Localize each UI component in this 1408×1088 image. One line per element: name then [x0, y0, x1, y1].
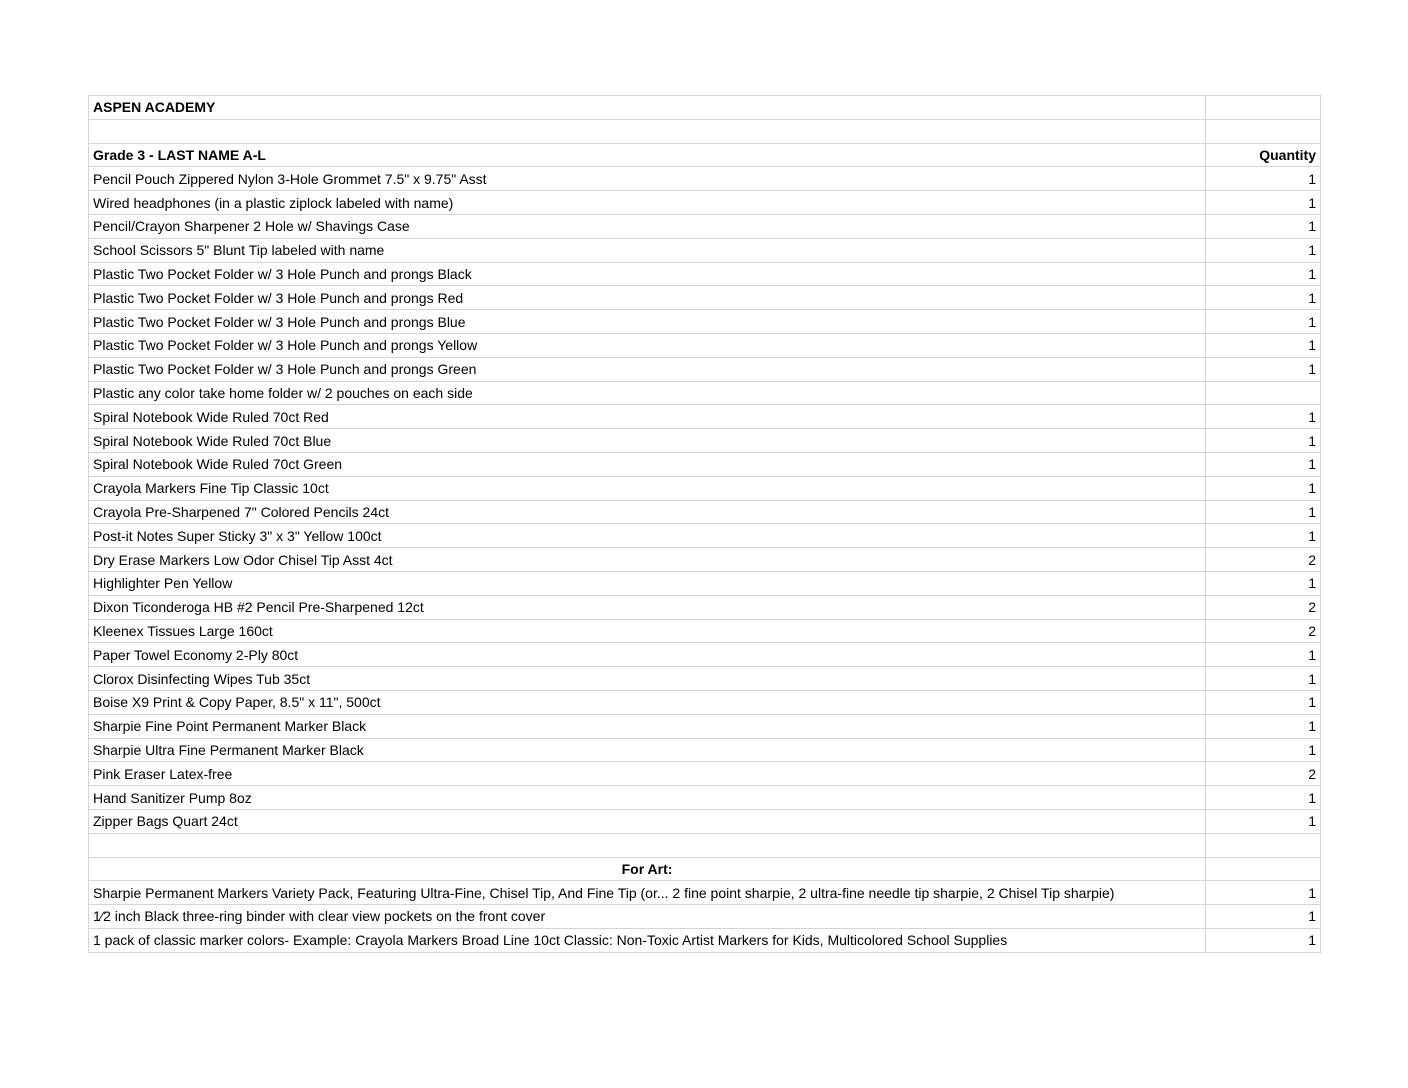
- item-quantity: 1: [1206, 571, 1321, 595]
- table-row: [89, 738, 1321, 762]
- item-name: Plastic Two Pocket Folder w/ 3 Hole Punch and prongs Black: [89, 262, 1206, 286]
- table-row: [89, 595, 1321, 619]
- item-name: Spiral Notebook Wide Ruled 70ct Red: [89, 405, 1206, 429]
- blank-row: [89, 119, 1321, 143]
- art-heading-row: [89, 857, 1321, 881]
- table-row: [89, 809, 1321, 833]
- item-name: Spiral Notebook Wide Ruled 70ct Green: [89, 452, 1206, 476]
- table-row: [89, 167, 1321, 191]
- quantity-header: Quantity: [1206, 143, 1321, 167]
- item-name: Wired headphones (in a plastic ziplock labeled with name): [89, 191, 1206, 215]
- item-quantity: 1: [1206, 405, 1321, 429]
- item-quantity: 1: [1206, 714, 1321, 738]
- item-quantity: 1: [1206, 238, 1321, 262]
- item-name: 1⁄2 inch Black three-ring binder with clear view pockets on the front cover: [89, 905, 1206, 929]
- art-items-group: [89, 881, 1321, 952]
- item-quantity: 1: [1206, 809, 1321, 833]
- table-row: [89, 667, 1321, 691]
- table-row: [89, 381, 1321, 405]
- item-name: Sharpie Ultra Fine Permanent Marker Black: [89, 738, 1206, 762]
- item-name: Post-it Notes Super Sticky 3" x 3" Yellow 100ct: [89, 524, 1206, 548]
- item-quantity: 1: [1206, 738, 1321, 762]
- item-quantity: 1: [1206, 881, 1321, 905]
- blank-row: [89, 833, 1321, 857]
- empty-cell: [1206, 96, 1321, 120]
- item-name: Crayola Pre-Sharpened 7" Colored Pencils 24ct: [89, 500, 1206, 524]
- item-quantity: 1: [1206, 786, 1321, 810]
- item-name: Sharpie Permanent Markers Variety Pack, Featuring Ultra-Fine, Chisel Tip, And Fine Tip (or... 2 fine point sharpie, 2 ultra-fine needle tip sharpie, 2 Chisel Tip sharpie): [89, 881, 1206, 905]
- item-name: Pink Eraser Latex-free: [89, 762, 1206, 786]
- table-row: [89, 357, 1321, 381]
- item-quantity: 1: [1206, 452, 1321, 476]
- table-row: [89, 310, 1321, 334]
- item-quantity: 1: [1206, 643, 1321, 667]
- item-name: Sharpie Fine Point Permanent Marker Black: [89, 714, 1206, 738]
- item-name: 1 pack of classic marker colors- Example: Crayola Markers Broad Line 10ct Classic: Non-Toxic Artist Markers for Kids, Multicolored School Supplies: [89, 928, 1206, 952]
- item-name: Pencil Pouch Zippered Nylon 3-Hole Grommet 7.5" x 9.75" Asst: [89, 167, 1206, 191]
- item-name: Clorox Disinfecting Wipes Tub 35ct: [89, 667, 1206, 691]
- item-quantity: 1: [1206, 500, 1321, 524]
- item-name: Dry Erase Markers Low Odor Chisel Tip Asst 4ct: [89, 548, 1206, 572]
- empty-cell: [89, 833, 1206, 857]
- item-name: Plastic Two Pocket Folder w/ 3 Hole Punch and prongs Red: [89, 286, 1206, 310]
- item-quantity: 1: [1206, 310, 1321, 334]
- item-quantity: 1: [1206, 333, 1321, 357]
- item-quantity: 1: [1206, 690, 1321, 714]
- table-row: [89, 214, 1321, 238]
- item-name: Plastic any color take home folder w/ 2 pouches on each side: [89, 381, 1206, 405]
- item-quantity: 1: [1206, 928, 1321, 952]
- item-name: Plastic Two Pocket Folder w/ 3 Hole Punch and prongs Blue: [89, 310, 1206, 334]
- table-row: [89, 429, 1321, 453]
- empty-cell: [89, 119, 1206, 143]
- item-quantity: 1: [1206, 667, 1321, 691]
- item-quantity: 2: [1206, 548, 1321, 572]
- table-row: [89, 571, 1321, 595]
- item-quantity: 1: [1206, 286, 1321, 310]
- table-row: [89, 238, 1321, 262]
- school-name-row: [89, 96, 1321, 120]
- art-heading: For Art:: [89, 857, 1206, 881]
- item-name: Boise X9 Print & Copy Paper, 8.5" x 11", 500ct: [89, 690, 1206, 714]
- supply-list-table: [88, 95, 1321, 953]
- empty-cell: [1206, 833, 1321, 857]
- item-name: Highlighter Pen Yellow: [89, 571, 1206, 595]
- art-header-group: [89, 833, 1321, 881]
- table-row: [89, 500, 1321, 524]
- item-quantity: 1: [1206, 357, 1321, 381]
- table-row: [89, 548, 1321, 572]
- item-name: Zipper Bags Quart 24ct: [89, 809, 1206, 833]
- item-name: Spiral Notebook Wide Ruled 70ct Blue: [89, 429, 1206, 453]
- item-name: Plastic Two Pocket Folder w/ 3 Hole Punch and prongs Green: [89, 357, 1206, 381]
- table-row: [89, 476, 1321, 500]
- item-name: Crayola Markers Fine Tip Classic 10ct: [89, 476, 1206, 500]
- table-row: [89, 714, 1321, 738]
- item-name: Hand Sanitizer Pump 8oz: [89, 786, 1206, 810]
- table-row: [89, 333, 1321, 357]
- item-quantity: 1: [1206, 191, 1321, 215]
- table-row: [89, 762, 1321, 786]
- school-name: ASPEN ACADEMY: [89, 96, 1206, 120]
- item-quantity: [1206, 381, 1321, 405]
- item-quantity: 2: [1206, 595, 1321, 619]
- item-quantity: 1: [1206, 429, 1321, 453]
- table-row: [89, 286, 1321, 310]
- item-quantity: 1: [1206, 476, 1321, 500]
- table-row: [89, 191, 1321, 215]
- table-row: [89, 905, 1321, 929]
- table-row: [89, 928, 1321, 952]
- item-name: Dixon Ticonderoga HB #2 Pencil Pre-Sharpened 12ct: [89, 595, 1206, 619]
- item-name: School Scissors 5" Blunt Tip labeled with name: [89, 238, 1206, 262]
- table-row: [89, 881, 1321, 905]
- items-group: [89, 167, 1321, 833]
- item-quantity: 1: [1206, 262, 1321, 286]
- item-quantity: 1: [1206, 214, 1321, 238]
- header-row: [89, 143, 1321, 167]
- item-quantity: 1: [1206, 905, 1321, 929]
- table-row: [89, 643, 1321, 667]
- table-row: [89, 405, 1321, 429]
- item-quantity: 1: [1206, 167, 1321, 191]
- empty-cell: [1206, 857, 1321, 881]
- table-row: [89, 690, 1321, 714]
- item-quantity: 2: [1206, 762, 1321, 786]
- item-name: Kleenex Tissues Large 160ct: [89, 619, 1206, 643]
- item-name: Pencil/Crayon Sharpener 2 Hole w/ Shavings Case: [89, 214, 1206, 238]
- grade-label: Grade 3 - LAST NAME A-L: [89, 143, 1206, 167]
- item-name: Plastic Two Pocket Folder w/ 3 Hole Punch and prongs Yellow: [89, 333, 1206, 357]
- table-row: [89, 786, 1321, 810]
- item-quantity: 2: [1206, 619, 1321, 643]
- empty-cell: [1206, 119, 1321, 143]
- table-row: [89, 619, 1321, 643]
- table-row: [89, 524, 1321, 548]
- table-row: [89, 452, 1321, 476]
- item-name: Paper Towel Economy 2-Ply 80ct: [89, 643, 1206, 667]
- item-quantity: 1: [1206, 524, 1321, 548]
- table-row: [89, 262, 1321, 286]
